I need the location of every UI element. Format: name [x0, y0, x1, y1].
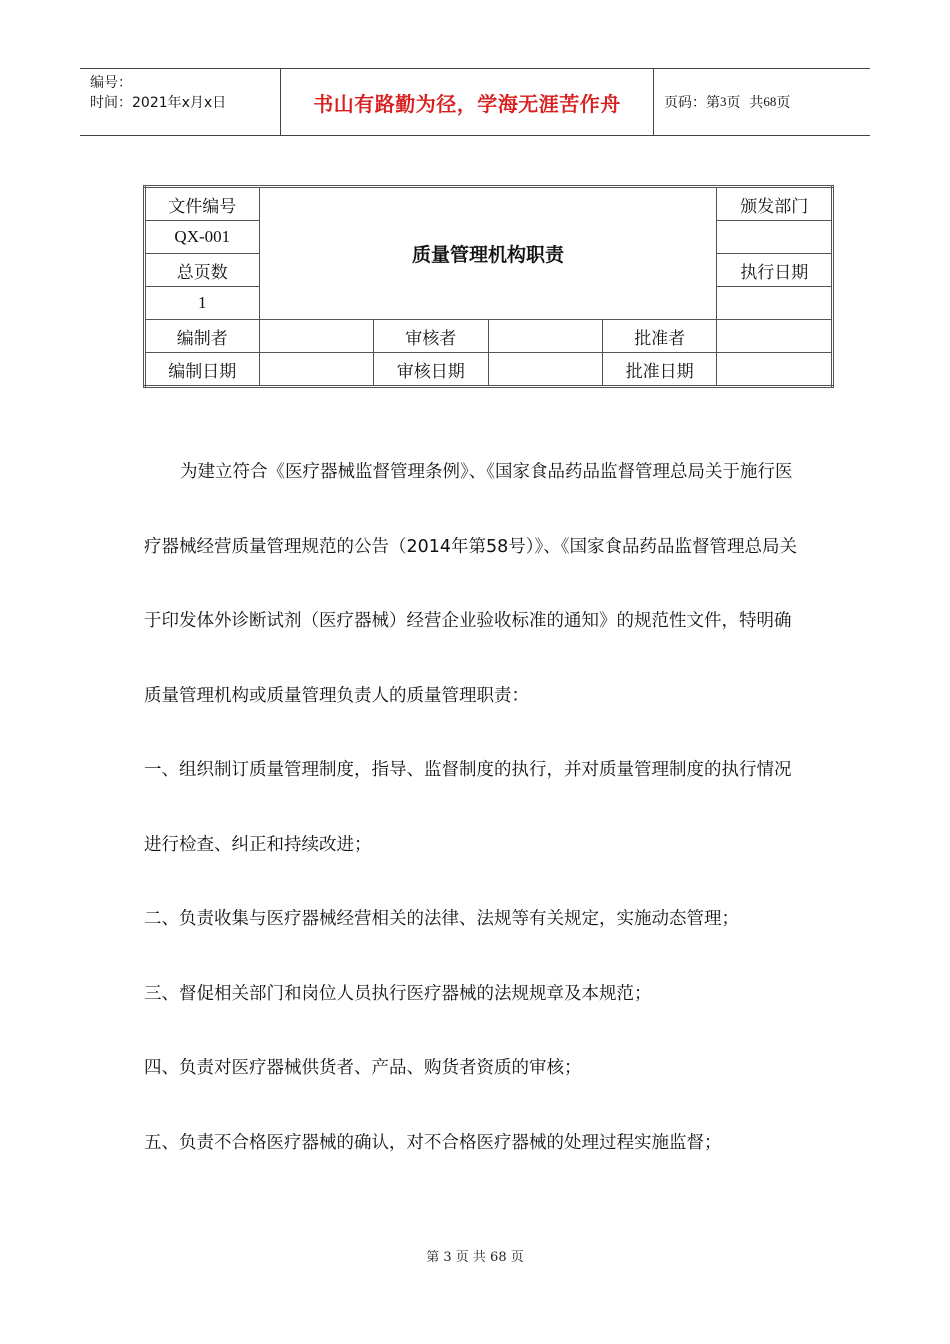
execution-date-label: 执行日期 — [717, 254, 833, 287]
intro-paragraph: 为建立符合《医疗器械监督管理条例》、《国家食品药品监督管理总局关于施行医疗器械经营质量管理规范的公告（2014年第58号）》、《国家食品药品监督管理总局关于印发体外诊断试剂（医疗器械）经营企业验收标准的通知》的规范性文件，特明确质量管理机构或质量管理负责人的质量管理职责： — [144, 462, 798, 706]
compile-date-value — [259, 353, 373, 387]
reviewer-label: 审核者 — [374, 320, 489, 353]
page-header — [80, 68, 870, 136]
duty-item: 五、负责不合格医疗器械的确认，对不合格医疗器械的处理过程实施监督； — [144, 1132, 722, 1153]
page-footer: 第 3 页 共 68 页 — [426, 1250, 524, 1265]
header-motto-cell — [281, 69, 654, 135]
approve-date-value — [717, 353, 833, 387]
duty-item: 四、负责对医疗器械供货者、产品、购货者资质的审核； — [144, 1058, 582, 1078]
document-title: 质量管理机构职责 — [259, 187, 717, 320]
header-page-info — [654, 69, 870, 135]
page-mid: 页 共 — [726, 95, 764, 111]
duty-item: 二、负责收集与医疗器械经营相关的法律、法规等有关规定，实施动态管理； — [144, 909, 739, 929]
page-total: 68 — [763, 94, 777, 109]
total-pages-value: 1 — [145, 287, 260, 320]
document-number-label: 编号： — [90, 75, 132, 91]
page-suffix: 页 — [776, 95, 791, 111]
header-meta — [80, 69, 281, 135]
duty-item: 一、组织制订质量管理制度，指导、监督制度的执行，并对质量管理制度的执行情况进行检查、纠正和持续改进； — [144, 760, 792, 855]
document-body — [144, 435, 804, 1180]
header-motto: 书山有路勤为径，学海无涯苦作舟 — [313, 91, 621, 116]
approver-value — [717, 320, 833, 353]
total-pages-label: 总页数 — [145, 254, 260, 287]
execution-date-value — [717, 287, 833, 320]
file-number-value: QX-001 — [145, 221, 260, 254]
reviewer-value — [488, 320, 602, 353]
file-number-label: 文件编号 — [145, 187, 260, 221]
compiler-value — [259, 320, 373, 353]
page-current: 3 — [720, 94, 727, 109]
document-time: 时间：2021年x月x日 — [90, 95, 227, 111]
duty-item: 三、督促相关部门和岗位人员执行医疗器械的法规规章及本规范； — [144, 983, 652, 1004]
compiler-label: 编制者 — [145, 320, 260, 353]
review-date-label: 审核日期 — [374, 353, 489, 387]
document-info-table — [143, 185, 834, 388]
page-prefix: 页码：第 — [664, 95, 720, 111]
issue-department-value — [717, 221, 833, 254]
issue-department-label: 颁发部门 — [717, 187, 833, 221]
compile-date-label: 编制日期 — [145, 353, 260, 387]
approver-label: 批准者 — [602, 320, 717, 353]
approve-date-label: 批准日期 — [602, 353, 717, 387]
review-date-value — [488, 353, 602, 387]
